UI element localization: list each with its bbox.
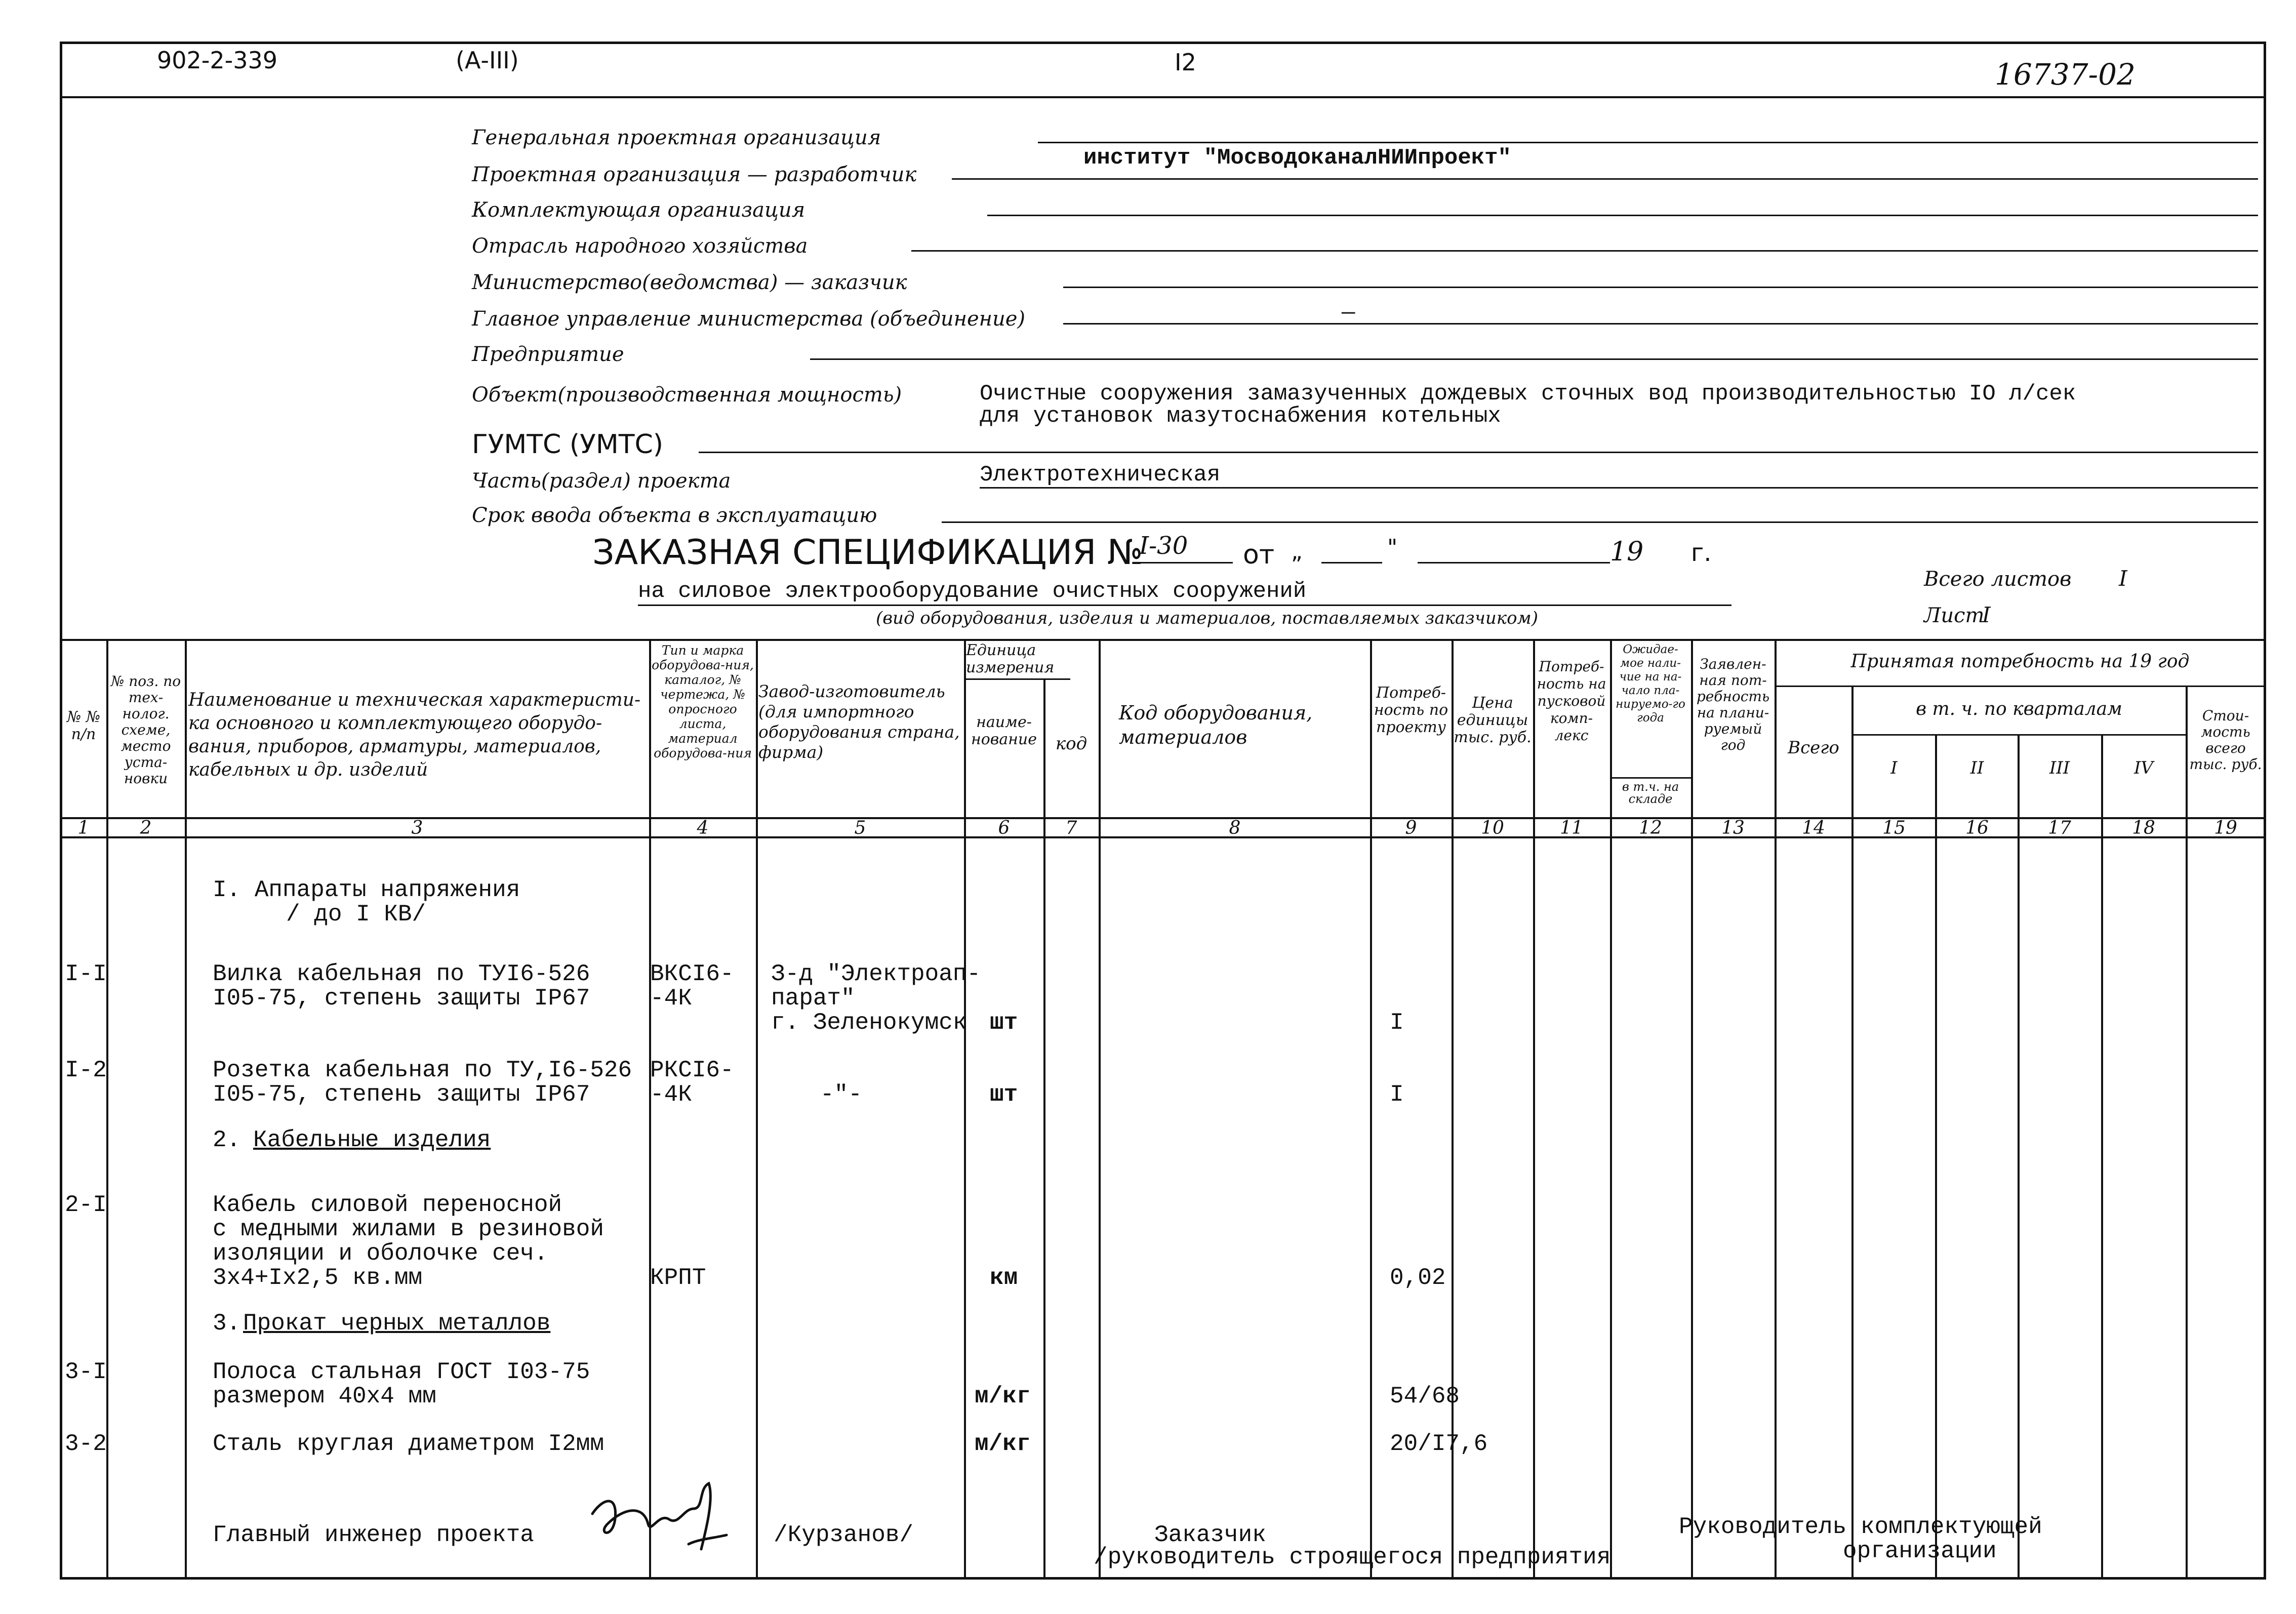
spec-month-line <box>1418 562 1610 563</box>
col-number: 14 <box>1802 818 1825 838</box>
general-org-line <box>1038 142 2258 143</box>
col-number: 10 <box>1481 818 1504 838</box>
col-header-1: № № п/п <box>66 708 101 743</box>
complete-org-head-role: организации <box>1843 1538 1997 1564</box>
chief-engineer-name: /Курзанов/ <box>774 1522 914 1548</box>
item-maker: парат" <box>771 985 855 1012</box>
col-header-14: Всего <box>1788 738 1839 758</box>
general-org-label: Генеральная проектная организация <box>472 126 881 149</box>
row-number: 3-I <box>65 1359 107 1385</box>
col-line-13 <box>1775 639 1777 1580</box>
item-type: -4К <box>650 1081 692 1108</box>
col-number: 9 <box>1405 818 1417 838</box>
section-2-number: 2. <box>213 1127 241 1153</box>
spec-quote-open: „ <box>1291 539 1303 564</box>
sheets-total-label: Всего листов <box>1924 568 2072 591</box>
col-header-16: II <box>1970 758 1984 778</box>
col-header-8: Код оборудования, материалов <box>1119 702 1313 748</box>
item-qty: 54/68 <box>1390 1383 1460 1409</box>
col-header-17: III <box>2049 758 2070 778</box>
col-number: 6 <box>998 818 1010 838</box>
main-dept-line <box>1063 323 2258 325</box>
item-unit: шт <box>990 1081 1018 1108</box>
gumts-line <box>699 452 2258 453</box>
item-qty: 0,02 <box>1390 1265 1446 1291</box>
gumts-label: ГУМТС (УМТС) <box>472 429 664 460</box>
col-line-4 <box>756 639 758 1580</box>
col-line-5 <box>964 639 966 1580</box>
quarter-group-header: в т. ч. по кварталам <box>1916 699 2122 719</box>
customer-label: Заказчик <box>1154 1522 1266 1548</box>
col-number: 18 <box>2132 818 2155 838</box>
header-divider <box>60 96 2266 98</box>
col-line-8 <box>1370 639 1372 1580</box>
col-header-3: Наименование и техническая характеристи-ка основного и комплектующего оборудо-вания, приборов, арматуры, материалов, кабельных и др. изделий <box>188 690 641 780</box>
item-name: Вилка кабельная по ТУI6-526 <box>213 961 590 987</box>
item-unit: шт <box>990 1010 1018 1036</box>
item-name: 3х4+Iх2,5 кв.мм <box>213 1265 423 1291</box>
row-number: I-2 <box>65 1057 107 1083</box>
part-value: Электротехническая <box>980 462 1221 488</box>
col-line-6 <box>1043 678 1045 1580</box>
item-type: ВКСI6- <box>650 961 734 987</box>
item-qty: I <box>1390 1081 1404 1108</box>
col-header-11: Потреб-ность на пусковой комп-лекс <box>1537 658 1606 744</box>
section-3-title: Прокат черных металлов <box>243 1310 551 1337</box>
customer-role: /руководитель строящегося предприятия <box>1094 1544 1611 1570</box>
section-1-subtitle: / до I КВ/ <box>286 901 426 927</box>
enterprise-line <box>810 358 2258 360</box>
col-header-10: Цена единицы тыс. руб. <box>1454 694 1532 746</box>
item-unit: м/кг <box>975 1431 1031 1457</box>
enterprise-label: Предприятие <box>472 343 624 366</box>
col-header-4: Тип и марка оборудова-ния, каталог, № чертежа, № опросного листа, материал оборудова-ния <box>652 643 754 760</box>
item-name: Розетка кабельная по ТУ,I6-526 <box>213 1057 632 1083</box>
item-name: размером 40х4 мм <box>213 1383 436 1409</box>
spec-from: от <box>1243 540 1275 570</box>
col-number: 5 <box>854 818 866 838</box>
col-number: 16 <box>1965 818 1989 838</box>
col-number: 4 <box>697 818 709 838</box>
col-header-6: наиме-нование <box>971 713 1037 748</box>
item-maker: З-д "Электроап- <box>771 961 981 987</box>
spec-quote-close: " <box>1387 535 1398 560</box>
col-header-2: № поз. по тех-нолог. схеме, место уста-новки <box>110 673 181 787</box>
sheet-number: 16737-02 <box>1995 57 2136 92</box>
spec-number-line <box>1137 562 1233 563</box>
row-number: 3-2 <box>65 1431 107 1457</box>
ministry-label: Министерство(ведомства) — заказчик <box>472 271 907 294</box>
section-1-title: I. Аппараты напряжения <box>213 877 520 903</box>
page-number: I2 <box>1175 49 1196 76</box>
developer-value: институт "МосводоканалНИИпроект" <box>1083 145 1511 171</box>
spec-subject-caption: (вид оборудования, изделия и материалов, поставляемых заказчиком) <box>876 608 1539 628</box>
unit-group-line <box>964 678 1070 680</box>
object-label: Объект(производственная мощность) <box>472 383 902 407</box>
spec-subject: на силовое электрооборудование очистных сооружений <box>638 579 1307 604</box>
col-number: 11 <box>1560 818 1583 838</box>
chief-engineer-label: Главный инженер проекта <box>213 1522 534 1548</box>
col-header-12a: Ожидае-мое нали-чие на на-чало пла-нируемо-го года <box>1616 643 1685 724</box>
col-header-5: Завод-изготовитель (для импортного оборудования страна, фирма) <box>758 681 960 762</box>
col-line-7 <box>1099 639 1101 1580</box>
item-name: Сталь круглая диаметром I2мм <box>213 1431 604 1457</box>
col-line-11 <box>1610 639 1612 1580</box>
col-line-2 <box>185 639 187 1580</box>
col-number: 17 <box>2048 818 2071 838</box>
item-qty: I <box>1390 1010 1404 1036</box>
main-dept-value: — <box>1342 300 1355 326</box>
item-type: -4К <box>650 985 692 1012</box>
col-number: 2 <box>140 818 152 838</box>
col-line-10 <box>1533 639 1535 1580</box>
main-dept-label: Главное управление министерства (объединение) <box>472 307 1026 331</box>
item-maker: г. Зеленокумск <box>771 1010 967 1036</box>
industry-label: Отрасль народного хозяйства <box>472 234 808 258</box>
album-code: (А-III) <box>456 47 519 74</box>
spec-year-suffix: г. <box>1691 539 1712 567</box>
row-number: I-I <box>65 961 107 987</box>
part-line <box>980 487 2258 489</box>
col-header-9: Потреб-ность по проекту <box>1374 684 1448 736</box>
complete-org-label: Комплектующая организация <box>472 198 805 222</box>
ministry-line <box>1063 287 2258 288</box>
spec-day-line <box>1321 562 1382 563</box>
term-line <box>942 521 2258 523</box>
col-line-12 <box>1691 639 1693 1580</box>
accepted-group-header: Принятая потребность на 19 год <box>1850 651 2190 672</box>
col-number: 1 <box>77 818 90 838</box>
item-unit: км <box>990 1265 1018 1291</box>
complete-org-head-label: Руководитель комплектующей <box>1679 1514 2042 1540</box>
term-label: Срок ввода объекта в эксплуатацию <box>472 504 877 527</box>
item-maker: -"- <box>820 1081 862 1108</box>
col-number: 19 <box>2214 818 2237 838</box>
spec-subject-line <box>638 604 1731 606</box>
item-name: I05-75, степень защиты IP67 <box>213 985 590 1012</box>
section-2-title: Кабельные изделия <box>253 1127 491 1153</box>
col-number: 3 <box>411 818 423 838</box>
item-name: с медными жилами в резиновой <box>213 1216 604 1242</box>
col-header-12b: в т.ч. на складе <box>1622 780 1679 806</box>
item-name: Кабель силовой переносной <box>213 1192 562 1218</box>
signature-image <box>587 1478 734 1559</box>
section-3-number: 3. <box>213 1310 241 1337</box>
col-number: 7 <box>1065 818 1077 838</box>
unit-group-header: Единица измерения <box>966 641 1055 676</box>
object-value-line-1: Очистные сооружения замазученных дождевых сточных вод производительностью IO л/сек <box>980 381 2076 407</box>
col-number: 12 <box>1639 818 1662 838</box>
part-label: Часть(раздел) проекта <box>472 469 731 493</box>
table-top-line <box>60 639 2266 641</box>
col-number: 15 <box>1882 818 1906 838</box>
object-value-line-2: для установок мазутоснабжения котельных <box>980 404 1501 429</box>
item-type: КРПТ <box>650 1265 706 1291</box>
developer-label: Проектная организация — разработчик <box>472 163 917 186</box>
col-header-18: IV <box>2134 758 2153 778</box>
doc-code: 902-2-339 <box>157 47 278 74</box>
item-type: РКСI6- <box>650 1057 734 1083</box>
col-header-13: Заявлен-ная пот-ребность на плани-руемый год <box>1696 656 1770 753</box>
col-header-15: I <box>1890 758 1898 778</box>
col-line-3 <box>649 639 651 1580</box>
col-number: 13 <box>1721 818 1745 838</box>
item-name: Полоса стальная ГОСТ I03-75 <box>213 1359 590 1385</box>
accepted-group-line <box>1775 685 2266 687</box>
col-header-7: код <box>1055 734 1087 754</box>
col-line-17 <box>2101 734 2103 1580</box>
item-name: изоляции и оболочке сеч. <box>213 1240 548 1267</box>
col-line-16 <box>2018 734 2020 1580</box>
item-unit: м/кг <box>975 1383 1031 1409</box>
col-header-19: Стои-мость всего тыс. руб. <box>2189 707 2262 773</box>
sheet-value: I <box>1982 602 1991 627</box>
industry-line <box>911 250 2258 252</box>
col-line-15 <box>1935 734 1937 1580</box>
item-qty: 20/I7,6 <box>1390 1431 1488 1457</box>
spec-year-prefix: 19 <box>1610 537 1644 567</box>
developer-line <box>952 178 2258 180</box>
item-name: I05-75, степень защиты IP67 <box>213 1081 590 1108</box>
spec-title: ЗАКАЗНАЯ СПЕЦИФИКАЦИЯ № <box>592 533 1143 573</box>
spec-number: I-30 <box>1139 532 1188 560</box>
sheet-label: Лист <box>1924 604 1985 627</box>
complete-org-line <box>987 215 2258 216</box>
col-number: 8 <box>1229 818 1241 838</box>
c12-split-line <box>1610 777 1691 779</box>
row-number: 2-I <box>65 1192 107 1218</box>
sheets-total: I <box>2119 566 2127 591</box>
